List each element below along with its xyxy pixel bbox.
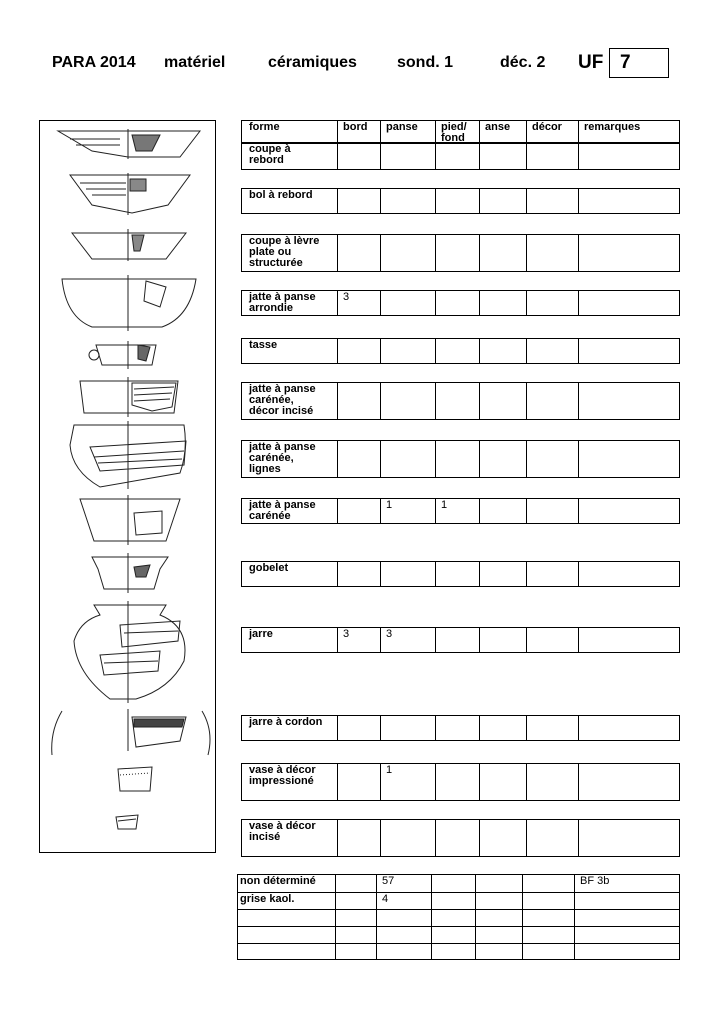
- cell-bord[interactable]: [337, 383, 380, 419]
- vase-impression-drawing: [118, 767, 152, 791]
- summary-cell-pied[interactable]: [431, 910, 475, 926]
- summary-row: [238, 875, 679, 892]
- table-row: [241, 627, 680, 653]
- cell-panse[interactable]: 1: [380, 764, 435, 800]
- cell-bord[interactable]: [337, 562, 380, 586]
- header-panse: panse: [380, 121, 435, 169]
- cell-pied[interactable]: [435, 628, 479, 652]
- summary-cell-pied[interactable]: [431, 927, 475, 943]
- cell-anse[interactable]: [479, 820, 526, 856]
- cell-decor[interactable]: [526, 143, 578, 169]
- type-label: céramiques: [268, 54, 357, 71]
- cell-forme[interactable]: jatte à panse carénée: [249, 499, 316, 522]
- cell-bord[interactable]: [337, 716, 380, 740]
- jatte-decor-drawing: [80, 377, 178, 417]
- cell-decor[interactable]: [526, 628, 578, 652]
- summary-table: [237, 874, 680, 960]
- cell-decor[interactable]: [526, 716, 578, 740]
- header-bord: bord: [337, 121, 380, 169]
- summary-cell-pied[interactable]: [431, 944, 475, 960]
- cell-forme[interactable]: bol à rebord: [249, 189, 313, 201]
- summary-cell-decor[interactable]: [522, 893, 574, 909]
- summary-cell-bord[interactable]: [335, 944, 376, 960]
- cell-panse[interactable]: [380, 143, 435, 169]
- cell-anse[interactable]: [479, 628, 526, 652]
- cell-pied[interactable]: [435, 291, 479, 315]
- summary-cell-bord[interactable]: [335, 875, 376, 892]
- cell-decor[interactable]: [526, 820, 578, 856]
- cell-decor[interactable]: [526, 499, 578, 523]
- summary-cell-panse[interactable]: 4: [376, 893, 431, 909]
- cell-bord[interactable]: 3: [337, 628, 380, 652]
- table-row: [241, 715, 680, 741]
- cell-anse[interactable]: [479, 189, 526, 213]
- summary-cell-remarques[interactable]: [574, 927, 677, 943]
- cell-remarques[interactable]: [578, 291, 681, 315]
- cell-decor[interactable]: [526, 562, 578, 586]
- coupe-drawing: [58, 129, 200, 159]
- pottery-drawings-panel: [39, 120, 216, 853]
- jatte-carenee-drawing: [80, 495, 180, 545]
- cell-remarques[interactable]: [578, 716, 681, 740]
- gobelet-drawing: [92, 553, 168, 593]
- cell-anse[interactable]: [479, 562, 526, 586]
- category-label: matériel: [164, 54, 226, 71]
- cell-anse[interactable]: [479, 716, 526, 740]
- cell-forme[interactable]: vase à décor incisé: [249, 820, 316, 843]
- cell-bord[interactable]: [337, 189, 380, 213]
- cell-remarques[interactable]: [578, 339, 681, 363]
- cell-bord[interactable]: [337, 499, 380, 523]
- cell-anse[interactable]: [479, 143, 526, 169]
- summary-row: [238, 926, 679, 943]
- cell-pied[interactable]: [435, 764, 479, 800]
- cell-forme[interactable]: coupe à rebord: [249, 143, 291, 166]
- vase-incise-drawing: [116, 815, 138, 829]
- cell-forme[interactable]: jatte à panse carénée, lignes: [249, 441, 316, 475]
- cell-remarques[interactable]: [578, 235, 681, 271]
- cell-anse[interactable]: [479, 383, 526, 419]
- cell-panse[interactable]: [380, 291, 435, 315]
- table-row: [241, 763, 680, 801]
- cell-anse[interactable]: [479, 764, 526, 800]
- summary-cell-panse[interactable]: [376, 944, 431, 960]
- uf-value-box: 7: [609, 48, 669, 78]
- cell-decor[interactable]: [526, 441, 578, 477]
- cell-panse[interactable]: 3: [380, 628, 435, 652]
- cell-pied[interactable]: [435, 562, 479, 586]
- summary-cell-pied[interactable]: [431, 893, 475, 909]
- cell-remarques[interactable]: [578, 820, 681, 856]
- summary-cell-panse[interactable]: [376, 910, 431, 926]
- summary-row: [238, 909, 679, 926]
- cell-anse[interactable]: [479, 291, 526, 315]
- cell-panse[interactable]: [380, 339, 435, 363]
- cell-forme[interactable]: tasse: [249, 339, 278, 351]
- table-row: [241, 142, 680, 170]
- summary-cell-remarques[interactable]: [574, 944, 677, 960]
- cell-bord[interactable]: [337, 820, 380, 856]
- cell-pied[interactable]: [435, 820, 479, 856]
- summary-cell-forme[interactable]: non déterminé: [240, 875, 316, 887]
- cell-decor[interactable]: [526, 764, 578, 800]
- jarre-cordon-drawing: [52, 709, 210, 755]
- cell-pied[interactable]: [435, 339, 479, 363]
- cell-panse[interactable]: [380, 383, 435, 419]
- cell-anse[interactable]: [479, 499, 526, 523]
- sondage-label: sond. 1: [397, 54, 454, 71]
- cell-bord[interactable]: 3: [337, 291, 380, 315]
- table-row: [241, 234, 680, 272]
- cell-bord[interactable]: [337, 441, 380, 477]
- cell-decor[interactable]: [526, 235, 578, 271]
- header-forme: forme: [249, 121, 280, 133]
- cell-pied[interactable]: [435, 235, 479, 271]
- cell-remarques[interactable]: [578, 562, 681, 586]
- cell-remarques[interactable]: [578, 628, 681, 652]
- cell-pied[interactable]: [435, 383, 479, 419]
- summary-cell-panse[interactable]: [376, 927, 431, 943]
- summary-cell-remarques[interactable]: [574, 893, 677, 909]
- cell-pied[interactable]: [435, 441, 479, 477]
- cell-bord[interactable]: [337, 235, 380, 271]
- header-pied-fond: pied/ fond: [435, 121, 479, 169]
- summary-cell-forme[interactable]: [238, 944, 335, 960]
- table-row: [241, 338, 680, 364]
- header-decor: décor: [526, 121, 578, 169]
- cell-decor[interactable]: [526, 339, 578, 363]
- summary-cell-forme[interactable]: grise kaol.: [240, 893, 295, 905]
- jatte-lignes-drawing: [70, 421, 186, 489]
- cell-bord[interactable]: [337, 339, 380, 363]
- summary-cell-bord[interactable]: [335, 910, 376, 926]
- cell-panse[interactable]: 1: [380, 499, 435, 523]
- summary-cell-pied[interactable]: [431, 875, 475, 892]
- cell-forme[interactable]: gobelet: [249, 562, 289, 574]
- table-row: [241, 561, 680, 587]
- cell-decor[interactable]: [526, 291, 578, 315]
- summary-cell-anse[interactable]: [475, 893, 522, 909]
- cell-panse[interactable]: [380, 235, 435, 271]
- summary-cell-bord[interactable]: [335, 893, 376, 909]
- summary-row: [238, 943, 679, 960]
- tasse-drawing: [89, 341, 156, 369]
- cell-remarques[interactable]: [578, 383, 681, 419]
- coupe-levre-drawing: [72, 229, 186, 261]
- summary-cell-remarques[interactable]: [574, 910, 677, 926]
- cell-panse[interactable]: [380, 562, 435, 586]
- summary-cell-decor[interactable]: [522, 944, 574, 960]
- summary-cell-panse[interactable]: 57: [376, 875, 431, 892]
- cell-bord[interactable]: [337, 764, 380, 800]
- summary-cell-anse[interactable]: [475, 927, 522, 943]
- summary-cell-bord[interactable]: [335, 927, 376, 943]
- header-anse: anse: [479, 121, 526, 169]
- summary-cell-decor[interactable]: [522, 875, 574, 892]
- table-row: [241, 382, 680, 420]
- summary-cell-decor[interactable]: [522, 927, 574, 943]
- summary-row: [238, 892, 679, 909]
- cell-remarques[interactable]: [578, 441, 681, 477]
- cell-panse[interactable]: [380, 716, 435, 740]
- uf-label: UF: [578, 52, 604, 73]
- jarre-drawing: [74, 601, 185, 703]
- cell-bord[interactable]: [337, 143, 380, 169]
- cell-decor[interactable]: [526, 189, 578, 213]
- summary-cell-anse[interactable]: [475, 875, 522, 892]
- cell-anse[interactable]: [479, 235, 526, 271]
- cell-forme[interactable]: jatte à panse carénée, décor incisé: [249, 383, 316, 417]
- cell-anse[interactable]: [479, 441, 526, 477]
- table-row: [241, 440, 680, 478]
- cell-anse[interactable]: [479, 339, 526, 363]
- cell-remarques[interactable]: [578, 143, 681, 169]
- bol-drawing: [70, 173, 190, 215]
- summary-cell-forme[interactable]: [238, 927, 335, 943]
- decapage-label: déc. 2: [500, 54, 546, 71]
- cell-remarques[interactable]: [578, 189, 681, 213]
- header-remarques: remarques: [578, 121, 681, 169]
- project-label: PARA 2014: [52, 54, 136, 71]
- cell-pied[interactable]: 1: [435, 499, 479, 523]
- cell-forme[interactable]: coupe à lèvre plate ou structurée: [249, 235, 320, 269]
- summary-cell-anse[interactable]: [475, 944, 522, 960]
- summary-cell-forme[interactable]: [238, 910, 335, 926]
- table-row: [241, 290, 680, 316]
- cell-pied[interactable]: [435, 189, 479, 213]
- cell-pied[interactable]: [435, 143, 479, 169]
- summary-cell-anse[interactable]: [475, 910, 522, 926]
- cell-panse[interactable]: [380, 441, 435, 477]
- cell-pied[interactable]: [435, 716, 479, 740]
- cell-forme[interactable]: jarre: [249, 628, 273, 640]
- cell-decor[interactable]: [526, 383, 578, 419]
- summary-cell-decor[interactable]: [522, 910, 574, 926]
- table-row: [241, 498, 680, 524]
- summary-cell-remarques[interactable]: BF 3b: [574, 875, 677, 892]
- table-row: [241, 819, 680, 857]
- cell-remarques[interactable]: [578, 499, 681, 523]
- table-row: [241, 188, 680, 214]
- cell-panse[interactable]: [380, 189, 435, 213]
- cell-remarques[interactable]: [578, 764, 681, 800]
- jatte-arrondie-drawing: [62, 275, 196, 331]
- cell-forme[interactable]: jarre à cordon: [249, 716, 323, 728]
- cell-forme[interactable]: jatte à panse arrondie: [249, 291, 316, 314]
- cell-forme[interactable]: vase à décor impressioné: [249, 764, 316, 787]
- cell-panse[interactable]: [380, 820, 435, 856]
